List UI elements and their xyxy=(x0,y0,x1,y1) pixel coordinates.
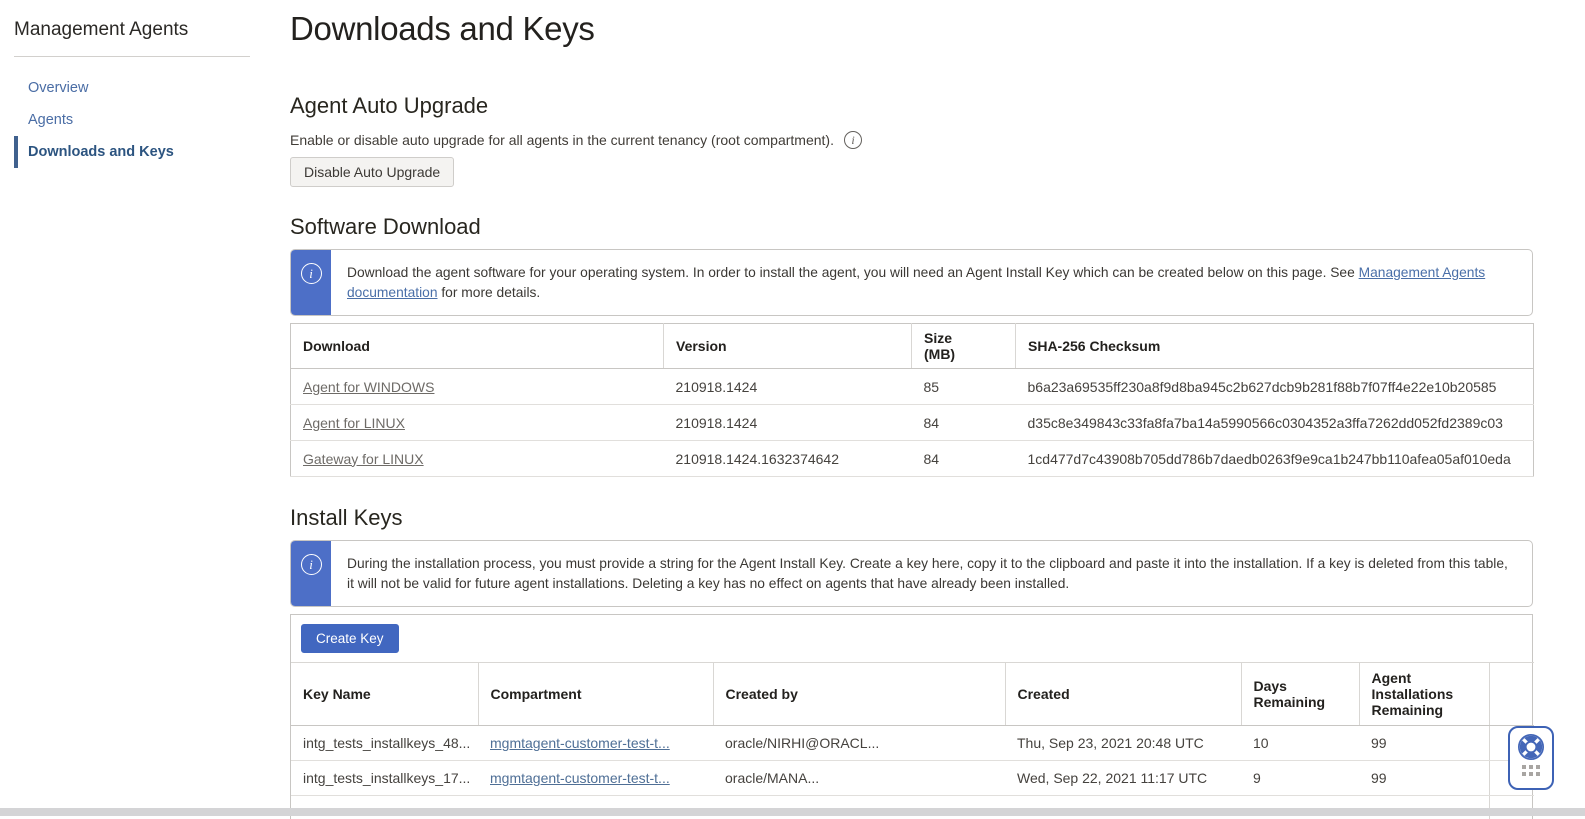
col-header-days-remaining: Days Remaining xyxy=(1241,663,1359,726)
info-icon: i xyxy=(301,554,322,575)
col-header-download: Download xyxy=(291,324,664,369)
col-header-created: Created xyxy=(1005,663,1241,726)
sidebar xyxy=(0,0,266,168)
management-agents-documentation-link[interactable]: Management Agents documentation xyxy=(347,265,1486,300)
checksum-cell: b6a23a69535ff230a8f9d8ba945c2b627dcb9b281f88b7f07ff4e22e10b20585 xyxy=(1016,369,1534,405)
created-cell: Thu, Sep 23, 2021 20:48 UTC xyxy=(1005,726,1241,761)
days-remaining-cell: 10 xyxy=(1241,726,1359,761)
info-banner-text xyxy=(331,250,1532,315)
version-cell: 210918.1424.1632374642 xyxy=(664,441,912,477)
compartment-link[interactable]: mgmtagent-customer-test-t... xyxy=(490,735,670,751)
col-header-sha256-checksum: SHA-256 Checksum xyxy=(1016,324,1534,369)
info-banner-text: During the installation process, you must provide a string for the Agent Install Key. Create a key here, copy it to the clipboard and paste it into the installation. If a key is deleted from this table, it will not be valid for future agent installations. Deleting a key has no effect on agents that have already been installed. xyxy=(347,556,1508,591)
sidebar-title: Management Agents xyxy=(14,19,189,40)
software-download-info-banner xyxy=(290,249,1533,316)
auto-upgrade-heading: Agent Auto Upgrade xyxy=(290,93,489,118)
table-row xyxy=(291,726,1534,761)
table-row xyxy=(291,369,1534,405)
auto-upgrade-description: Enable or disable auto upgrade for all agents in the current tenancy (root compartment). xyxy=(290,132,834,148)
help-widget[interactable] xyxy=(1508,726,1554,790)
checksum-cell: 1cd477d7c43908b705dd786b7daedb0263f9e9ca1b247bb110afea05af010eda xyxy=(1016,441,1534,477)
col-header-size-mb: Size (MB) xyxy=(912,324,1016,369)
info-banner-stripe xyxy=(291,541,331,606)
installs-remaining-cell: 99 xyxy=(1359,761,1489,796)
created-cell: Wed, Sep 22, 2021 11:17 UTC xyxy=(1005,761,1241,796)
col-header-created-by: Created by xyxy=(713,663,1005,726)
help-lifebuoy-icon xyxy=(1517,733,1545,761)
drag-dots-icon xyxy=(1522,765,1540,776)
col-header-compartment: Compartment xyxy=(478,663,713,726)
col-header-actions xyxy=(1489,663,1534,726)
sidebar-nav xyxy=(0,72,266,168)
version-cell: 210918.1424 xyxy=(664,405,912,441)
size-cell: 84 xyxy=(912,441,1016,477)
info-icon: i xyxy=(301,263,322,284)
table-row xyxy=(291,405,1534,441)
created-by-cell: oracle/MANA... xyxy=(713,761,1005,796)
created-by-cell: oracle/NIRHI@ORACL... xyxy=(713,726,1005,761)
banner-text-after: for more details. xyxy=(437,284,541,300)
days-remaining-cell: 9 xyxy=(1241,761,1359,796)
table-row xyxy=(291,761,1534,796)
key-name-cell: intg_tests_installkeys_17... xyxy=(291,761,478,796)
install-keys-panel xyxy=(290,614,1533,819)
install-keys-toolbar xyxy=(291,615,1532,662)
col-header-version: Version xyxy=(664,324,912,369)
installs-remaining-cell: 99 xyxy=(1359,726,1489,761)
agent-for-windows-link[interactable]: Agent for WINDOWS xyxy=(303,378,435,395)
table-row xyxy=(291,441,1534,477)
install-keys-header-row xyxy=(291,663,1534,726)
agent-for-linux-link[interactable]: Agent for LINUX xyxy=(303,414,405,431)
info-icon[interactable]: i xyxy=(844,131,862,149)
gateway-for-linux-link[interactable]: Gateway for LINUX xyxy=(303,450,424,467)
key-name-cell: intg_tests_installkeys_48... xyxy=(291,726,478,761)
auto-upgrade-description-row xyxy=(290,131,1533,149)
create-key-button[interactable]: Create Key xyxy=(301,624,399,653)
size-cell: 84 xyxy=(912,405,1016,441)
disable-auto-upgrade-button[interactable]: Disable Auto Upgrade xyxy=(290,157,454,187)
sidebar-divider xyxy=(14,56,250,57)
sidebar-item-downloads-and-keys[interactable]: Downloads and Keys xyxy=(14,136,266,168)
software-download-heading: Software Download xyxy=(290,214,481,239)
compartment-link[interactable]: mgmtagent-customer-test-t... xyxy=(490,770,670,786)
size-cell: 85 xyxy=(912,369,1016,405)
sidebar-item-agents[interactable]: Agents xyxy=(28,112,74,128)
install-keys-heading: Install Keys xyxy=(290,505,403,530)
install-keys-table xyxy=(291,662,1534,819)
download-table xyxy=(290,323,1534,477)
main-content xyxy=(290,0,1533,819)
col-header-agent-installations-remaining: Agent Installations Remaining xyxy=(1359,663,1489,726)
sidebar-item-overview[interactable]: Overview xyxy=(28,80,89,96)
col-header-key-name: Key Name xyxy=(291,663,478,726)
window-bottom-edge xyxy=(0,808,1585,816)
checksum-cell: d35c8e349843c33fa8fa7ba14a5990566c0304352a3ffa7262dd052fd2389c03 xyxy=(1016,405,1534,441)
info-banner-stripe xyxy=(291,250,331,315)
version-cell: 210918.1424 xyxy=(664,369,912,405)
banner-text-before: Download the agent software for your operating system. In order to install the agent, you will need an Agent Install Key which can be created below on this page. See xyxy=(347,265,1359,280)
download-table-header-row xyxy=(291,324,1534,369)
install-keys-info-banner xyxy=(290,540,1533,607)
page-title: Downloads and Keys xyxy=(290,10,595,47)
